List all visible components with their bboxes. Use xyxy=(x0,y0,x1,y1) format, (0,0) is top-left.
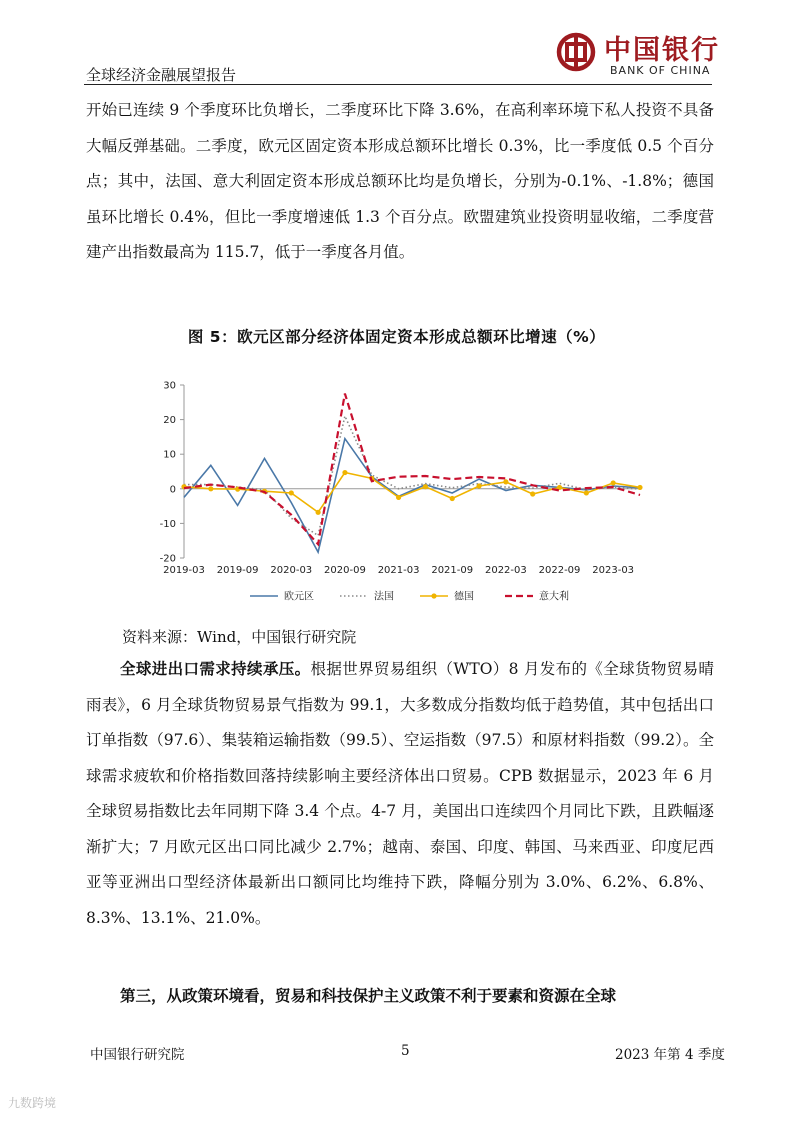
y-tick-label: -20 xyxy=(159,553,176,565)
legend-label-欧元区: 欧元区 xyxy=(284,591,314,603)
x-tick-label: 2020-03 xyxy=(270,565,313,576)
x-tick-label: 2020-09 xyxy=(324,565,366,576)
x-tick-label: 2019-09 xyxy=(216,565,259,576)
x-tick-label: 2021-03 xyxy=(377,565,420,576)
body-paragraph-1: 开始已连续 9 个季度环比负增长，二季度环比下降 3.6%，在高利率环境下私人投资不具备大幅反弹基础。二季度，欧元区固定资本形成总额环比增长 0.3%，比一季度低 0.5 个百分点；其中，法国、意大利固定资本形成总额环比均是负增长，分别为-0.1%、-1.8%；德国虽环比增长 0.4%，但比一季度增速低 1.3 个百分点。欧盟建筑业投资明显收缩，二季度营建产出指数最高为 115.7，低于一季度各月值。 xyxy=(86,101,714,261)
logo-english-text: BANK OF CHINA xyxy=(610,64,711,77)
paragraph-2-lead: 全球进出口需求持续承压。 xyxy=(120,659,311,678)
figure-source: 资料来源：Wind，中国银行研究院 xyxy=(122,628,357,646)
data-point-德国 xyxy=(584,490,589,495)
data-point-德国 xyxy=(530,491,535,496)
header-divider xyxy=(84,84,712,85)
data-point-德国 xyxy=(450,496,455,501)
legend-label-德国: 德国 xyxy=(454,591,474,603)
data-point-德国 xyxy=(208,486,213,491)
x-tick-label: 2019-03 xyxy=(163,565,205,576)
footer-page-number: 5 xyxy=(401,1043,410,1059)
y-tick-label: 30 xyxy=(163,380,176,392)
x-tick-label: 2023-03 xyxy=(592,565,635,576)
watermark: 九数跨境 xyxy=(8,1096,57,1110)
data-point-德国 xyxy=(396,495,401,500)
paragraph-2-text: 根据世界贸易组织（WTO）8 月发布的《全球货物贸易晴雨表》，6 月全球货物贸易景气指数为 99.1，大多数成分指数均低于趋势值，其中包括出口订单指数（97.6）、集装箱运输指数（99.5）、空运指数（97.5）和原材料指数（99.2）。全球需求疲软和价格指数回落持续影响主要经济体出口贸易。CPB 数据显示，2023 年 6 月全球贸易指数比去年同期下降 3.4 个点。4-7 月，美国出口连续四个月同比下跌，且跌幅逐渐扩大；7 月欧元区出口同比减少 2.7%；越南、泰国、印度、韩国、马来西亚、印度尼西亚等亚洲出口型经济体最新出口额同比均维持下跌，降幅分别为 3.0%、6.2%、6.8%、8.3%、13.1%、21.0%。 xyxy=(86,660,714,927)
data-point-德国 xyxy=(611,480,616,485)
x-tick-label: 2022-09 xyxy=(538,565,581,576)
series-line-意大利 xyxy=(184,394,640,545)
figure-title: 图 5：欧元区部分经济体固定资本形成总额环比增速（%） xyxy=(187,328,606,346)
bank-of-china-emblem-icon xyxy=(556,32,596,72)
footer-institute: 中国银行研究院 xyxy=(90,1047,185,1063)
legend-label-意大利: 意大利 xyxy=(539,591,569,603)
x-tick-label: 2021-09 xyxy=(431,565,474,576)
legend-marker-德国 xyxy=(431,593,436,598)
logo-chinese-text: 中国银行 xyxy=(604,35,720,66)
y-tick-label: -10 xyxy=(159,518,176,530)
body-paragraph-2 xyxy=(86,651,714,936)
line-chart xyxy=(150,368,660,616)
data-point-德国 xyxy=(289,490,294,495)
data-point-德国 xyxy=(503,479,508,484)
data-point-德国 xyxy=(476,483,481,488)
footer-quarter: 2023 年第 4 季度 xyxy=(615,1047,725,1063)
y-tick-label: 10 xyxy=(163,449,176,461)
data-point-德国 xyxy=(423,484,428,489)
bank-of-china-logo xyxy=(556,26,720,82)
y-tick-label: 20 xyxy=(163,415,176,427)
series-line-欧元区 xyxy=(184,439,640,552)
legend-label-法国: 法国 xyxy=(374,591,394,603)
y-tick-label: 0 xyxy=(169,484,176,496)
body-paragraph-3: 第三，从政策环境看，贸易和科技保护主义政策不利于要素和资源在全球 xyxy=(120,986,617,1005)
x-tick-label: 2022-03 xyxy=(484,565,527,576)
data-point-德国 xyxy=(316,510,321,515)
data-point-德国 xyxy=(637,485,642,490)
data-point-德国 xyxy=(342,470,347,475)
report-title: 全球经济金融展望报告 xyxy=(86,66,237,84)
